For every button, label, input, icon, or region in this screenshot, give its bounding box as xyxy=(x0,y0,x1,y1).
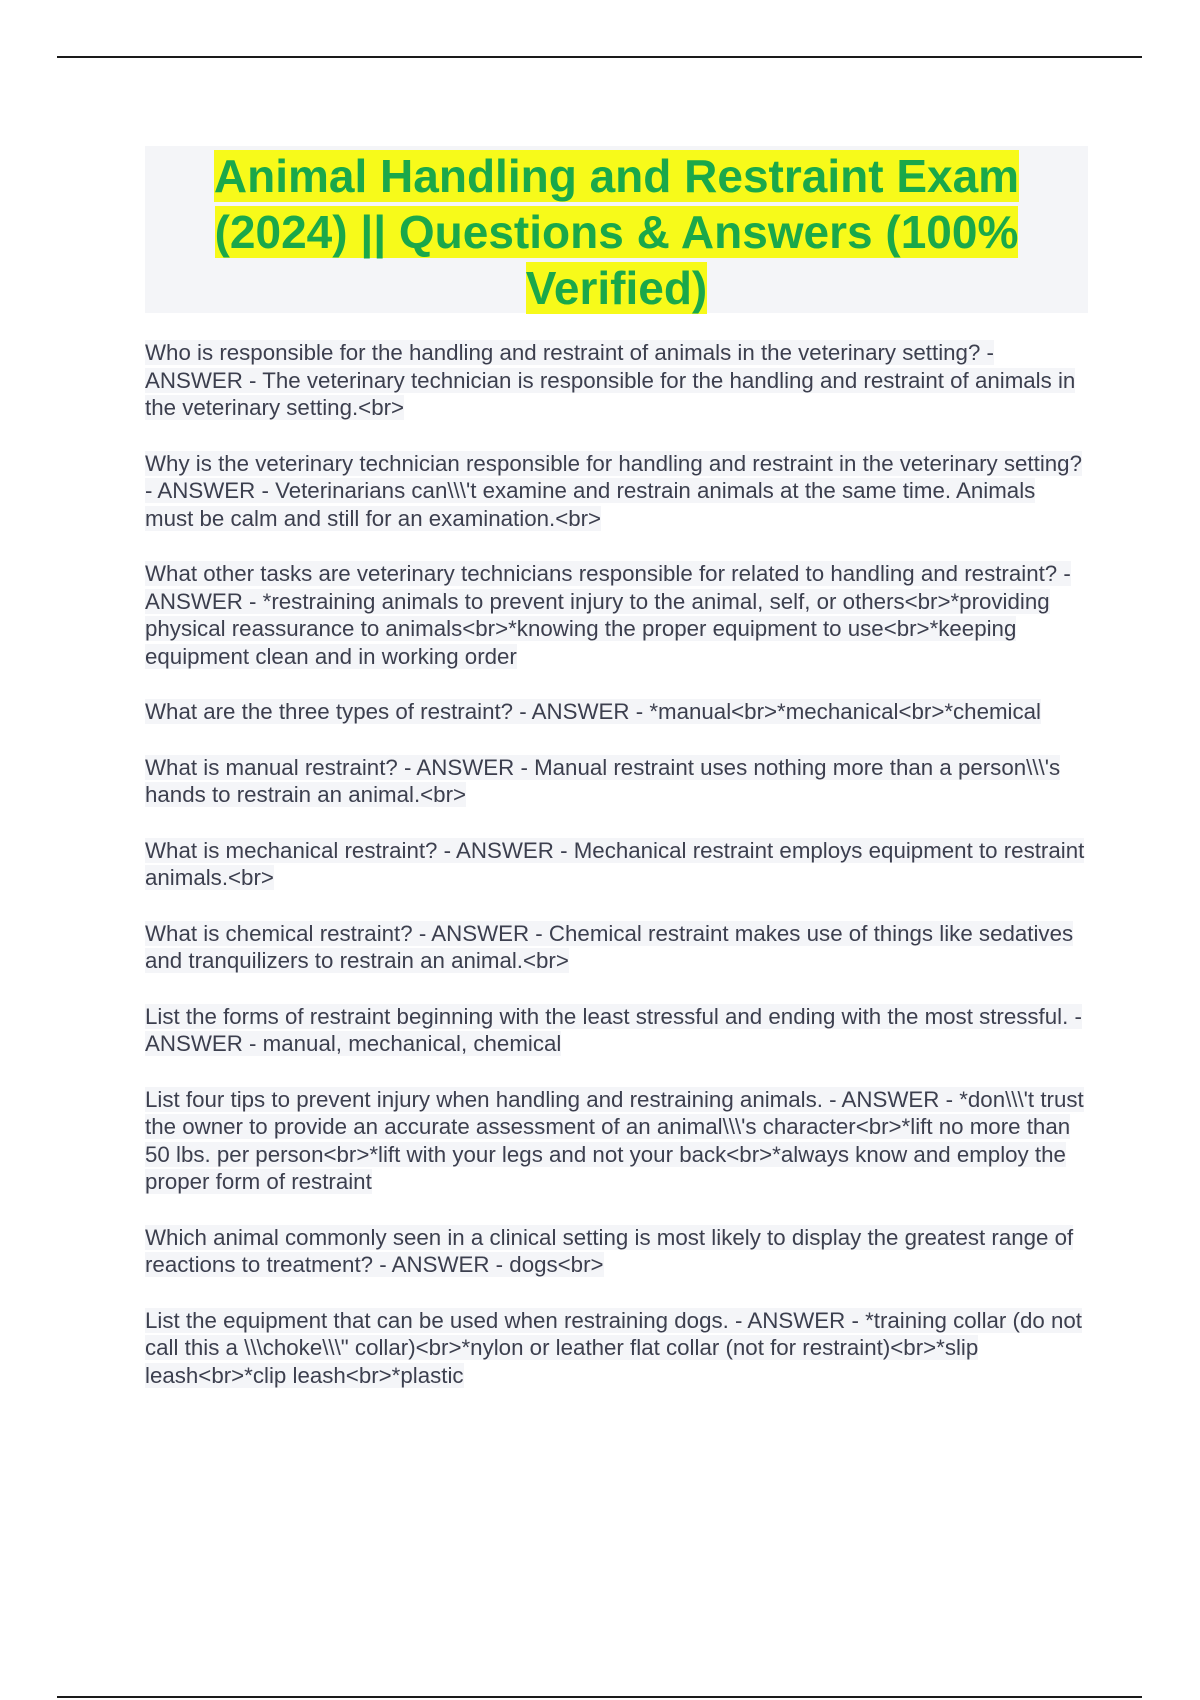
qa-item-text: List the equipment that can be used when restraining dogs. - ANSWER - *training collar (do not call this a \\\choke\\\" collar)<br>*nylon or leather flat collar (not for restraint)<br>*slip leash<br>*clip leash<br>*plastic xyxy=(145,1307,1082,1388)
qa-item xyxy=(145,1003,1085,1058)
qa-item xyxy=(145,1086,1085,1196)
qa-item xyxy=(145,1224,1085,1279)
qa-item xyxy=(145,1307,1085,1390)
qa-item-text: What is chemical restraint? - ANSWER - Chemical restraint makes use of things like sedatives and tranquilizers to restrain an animal.<br> xyxy=(145,920,1074,973)
qa-list xyxy=(145,339,1085,1417)
qa-item xyxy=(145,754,1085,809)
qa-item xyxy=(145,837,1085,892)
top-rule xyxy=(57,56,1142,58)
bottom-rule xyxy=(57,1696,1142,1698)
qa-item xyxy=(145,560,1085,670)
title-block xyxy=(145,146,1088,313)
qa-item xyxy=(145,450,1085,533)
qa-item-text: List the forms of restraint beginning with the least stressful and ending with the most stressful. - ANSWER - manual, mechanical, chemical xyxy=(145,1003,1082,1056)
qa-item xyxy=(145,920,1085,975)
qa-item-text: Why is the veterinary technician responsible for handling and restraint in the veterinary setting? - ANSWER - Veterinarians can\\\'t examine and restrain animals at the same time. Animals must be calm and still for an examination.<br> xyxy=(145,450,1082,531)
qa-item-text: What are the three types of restraint? - ANSWER - *manual<br>*mechanical<br>*chemical xyxy=(145,699,1042,724)
document-title xyxy=(145,146,1088,316)
qa-item-text: What is manual restraint? - ANSWER - Manual restraint uses nothing more than a person\\\'s hands to restrain an animal.<br> xyxy=(145,754,1061,807)
qa-item xyxy=(145,339,1085,422)
qa-item-text: What other tasks are veterinary technicians responsible for related to handling and restraint? - ANSWER - *restraining animals to prevent injury to the animal, self, or others<br>*providing physical reassurance to animals<br>*knowing the proper equipment to use<br>*keeping equipment clean and in working order xyxy=(145,561,1071,669)
qa-item xyxy=(145,698,1085,726)
qa-item-text: Which animal commonly seen in a clinical setting is most likely to display the greatest range of reactions to treatment? - ANSWER - dogs<br> xyxy=(145,1224,1074,1277)
document-title-text: Animal Handling and Restraint Exam (2024) || Questions & Answers (100% Verified) xyxy=(213,150,1020,314)
qa-item-text: What is mechanical restraint? - ANSWER - Mechanical restraint employs equipment to restraint animals.<br> xyxy=(145,837,1085,890)
qa-item-text: List four tips to prevent injury when handling and restraining animals. - ANSWER - *don\\\'t trust the owner to provide an accurate assessment of an animal\\\'s character<br>*lift no more than 50 lbs. per person<br>*lift with your legs and not your back<br>*always know and employ the proper form of restraint xyxy=(145,1086,1084,1194)
qa-item-text: Who is responsible for the handling and restraint of animals in the veterinary setting? - ANSWER - The veterinary technician is responsible for the handling and restraint of animals in the veterinary setting.<br> xyxy=(145,340,1076,420)
